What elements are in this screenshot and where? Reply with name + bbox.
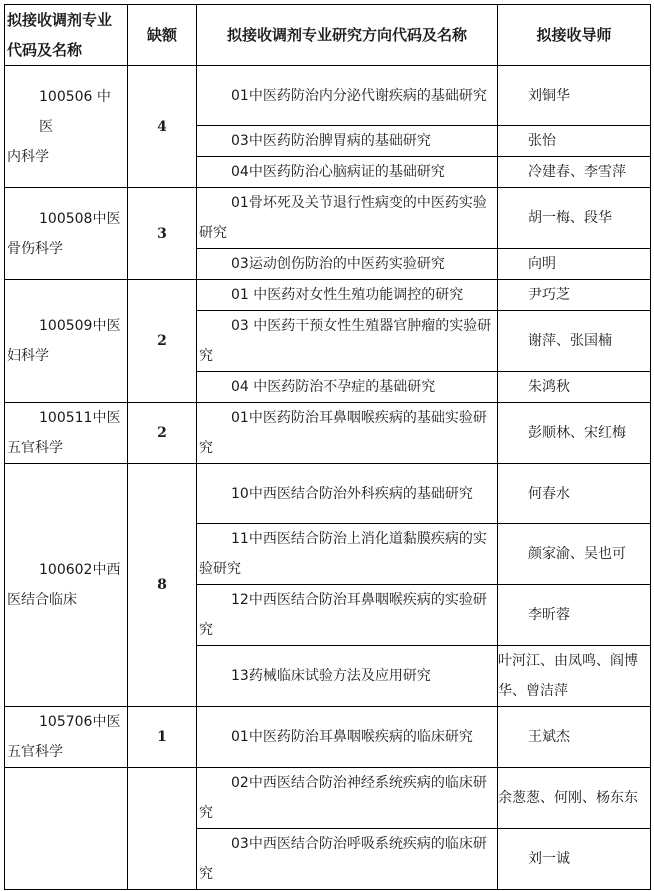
major-code: 100602中西 [39,562,121,578]
major-code: 100506 中 医 [39,88,111,135]
quota-cell: 3 [128,188,197,280]
table-row [5,707,651,768]
major-cell [5,707,128,768]
major-cell [5,403,128,464]
tutor-cell: 刘一诚 [498,829,651,890]
table-row [5,403,651,464]
tutor-cell: 颜家渝、吴也可 [498,524,651,585]
header-quota: 缺额 [128,5,197,66]
quota-cell: 2 [128,280,197,403]
table-row [5,280,651,311]
tutor-cell: 刘铜华 [498,66,651,126]
tutor-cell: 朱鸿秋 [498,372,651,403]
direction-cell: 12中西医结合防治耳鼻咽喉疾病的实验研究 [197,585,498,646]
direction-cell: 02中西医结合防治神经系统疾病的临床研究 [197,768,498,829]
tutor-cell: 王斌杰 [498,707,651,768]
direction-cell: 03运动创伤防治的中医药实验研究 [197,249,498,280]
tutor-cell: 冷建春、李雪萍 [498,157,651,188]
tutor-cell: 谢萍、张国楠 [498,311,651,372]
table-row [5,464,651,524]
direction-cell: 01中医药防治耳鼻咽喉疾病的基础实验研究 [197,403,498,464]
table-body [5,66,651,890]
major-name: 骨伤科学 [7,240,63,257]
direction-cell: 13药械临床试验方法及应用研究 [197,646,498,707]
major-cell [5,66,128,188]
tutor-cell: 向明 [498,249,651,280]
major-name: 妇科学 [7,348,49,364]
major-cell [5,464,128,707]
major-code: 100509中医 [39,318,121,334]
quota-cell [128,768,197,890]
major-name: 五官科学 [7,440,63,456]
tutor-cell: 李昕蓉 [498,585,651,646]
header-major: 拟接收调剂专业代码及名称 [5,5,128,66]
quota-cell: 4 [128,66,197,188]
direction-cell: 01中医药防治耳鼻咽喉疾病的临床研究 [197,707,498,768]
major-name: 医结合临床 [7,592,77,608]
direction-cell: 01 中医药对女性生殖功能调控的研究 [197,280,498,311]
direction-cell: 01中医药防治内分泌代谢疾病的基础研究 [197,66,498,126]
major-cell [5,280,128,403]
tutor-cell: 张怡 [498,126,651,157]
tutor-cell: 余葱葱、何刚、杨东东 [498,768,651,829]
quota-cell: 1 [128,707,197,768]
major-code: 100508中医 [39,210,121,227]
direction-cell: 03中医药防治脾胃病的基础研究 [197,126,498,157]
major-name: 五官科学 [7,744,63,760]
direction-cell: 04 中医药防治不孕症的基础研究 [197,372,498,403]
header-row [5,5,651,66]
header-direction: 拟接收调剂专业研究方向代码及名称 [197,5,498,66]
major-cell [5,768,128,890]
table-row [5,188,651,249]
tutor-cell: 尹巧芝 [498,280,651,311]
major-name: 内科学 [7,148,49,165]
tutor-cell: 彭顺林、宋红梅 [498,403,651,464]
major-code: 105706中医 [39,714,121,730]
table-row [5,66,651,126]
direction-cell: 10中西医结合防治外科疾病的基础研究 [197,464,498,524]
header-tutor: 拟接收导师 [498,5,651,66]
tutor-cell: 何春水 [498,464,651,524]
admission-table [4,4,651,890]
table-row [5,768,651,829]
direction-cell: 03 中医药干预女性生殖器官肿瘤的实验研究 [197,311,498,372]
quota-cell: 2 [128,403,197,464]
quota-cell: 8 [128,464,197,707]
tutor-cell: 胡一梅、段华 [498,188,651,249]
major-cell [5,188,128,280]
major-code: 100511中医 [39,410,121,426]
direction-cell: 04中医药防治心脑病证的基础研究 [197,157,498,188]
direction-cell: 01骨坏死及关节退行性病变的中医药实验研究 [197,188,498,249]
direction-cell: 03中西医结合防治呼吸系统疾病的临床研究 [197,829,498,890]
direction-cell: 11中西医结合防治上消化道黏膜疾病的实验研究 [197,524,498,585]
tutor-cell: 叶河江、由凤鸣、阎博华、曾洁萍 [498,646,651,707]
